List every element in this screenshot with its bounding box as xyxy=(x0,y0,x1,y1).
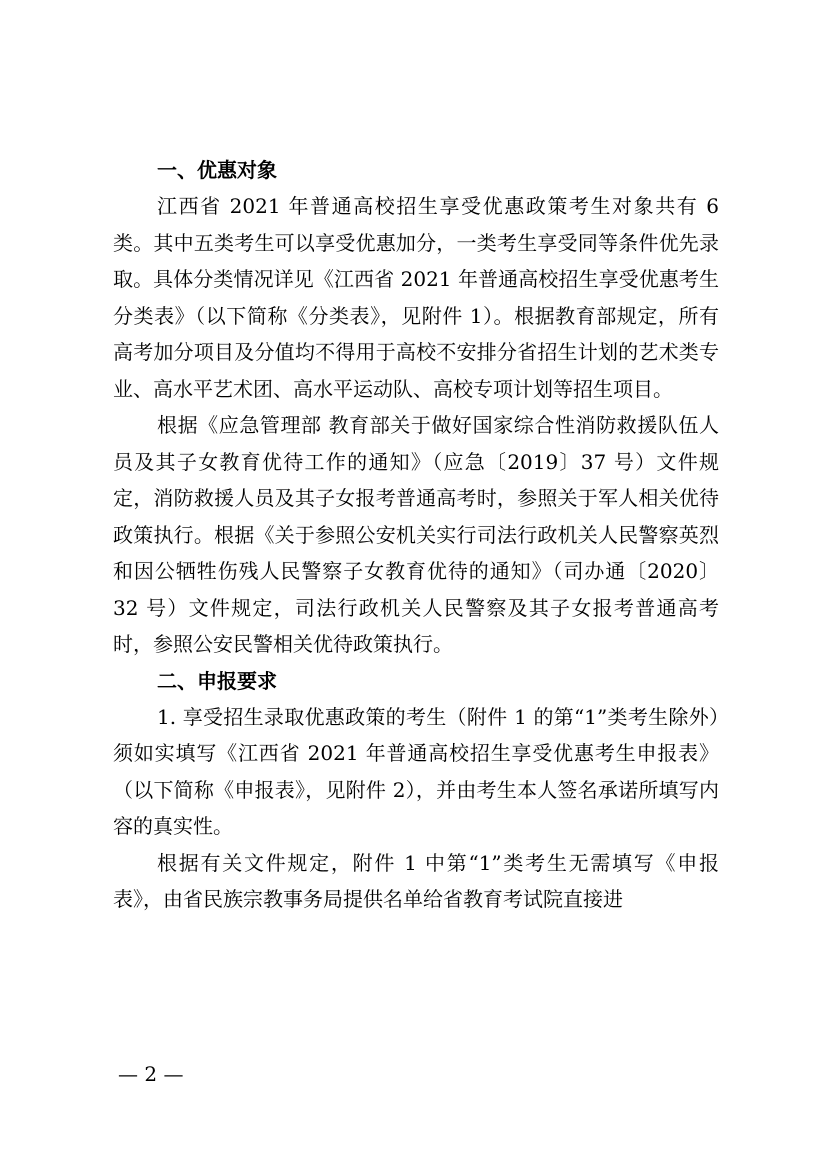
section-heading-preferential-targets: 一、优惠对象 xyxy=(157,158,277,182)
paragraph-fire-rescue-police-policy: 根据《应急管理部 教育部关于做好国家综合性消防救援队伍人员及其子女教育优待工作的通知》（应急〔2019〕37 号）文件规定，消防救援人员及其子女报考普通高考时，参照关于军人相关优待政策执行。根据《关于参照公安机关实行司法行政机关人民警察英烈和因公牺牲伤残人民警察子女教育优待的通知》（司办通〔2020〕32 号）文件规定，司法行政机关人民警察及其子女报考普通高考时，参照公安民警相关优待政策执行。 xyxy=(113,413,719,656)
page-number: — 2 — xyxy=(118,1062,184,1086)
paragraph-category-1-exemption: 根据有关文件规定，附件 1 中第“1”类考生无需填写《申报表》，由省民族宗教事务局提供名单给省教育考试院直接进 xyxy=(113,850,719,911)
paragraph-target-categories: 江西省 2021 年普通高校招生享受优惠政策考生对象共有 6 类。其中五类考生可以享受优惠加分，一类考生享受同等条件优先录取。具体分类情况详见《江西省 2021 年普通高校招生享受优惠考生分类表》（以下简称《分类表》，见附件 1）。根据教育部规定，所有高考加分项目及分值均不得用于高校不安排分省招生计划的艺术类专业、高水平艺术团、高水平运动队、高校专项计划等招生项目。 xyxy=(113,194,719,401)
paragraph-application-form: 1. 享受招生录取优惠政策的考生（附件 1 的第“1”类考生除外）须如实填写《江西省 2021 年普通高校招生享受优惠考生申报表》（以下简称《申报表》，见附件 2），并由考生本人签名承诺所填写内容的真实性。 xyxy=(113,704,719,838)
section-heading-application-requirements: 二、申报要求 xyxy=(157,668,277,693)
document-body xyxy=(113,152,719,918)
